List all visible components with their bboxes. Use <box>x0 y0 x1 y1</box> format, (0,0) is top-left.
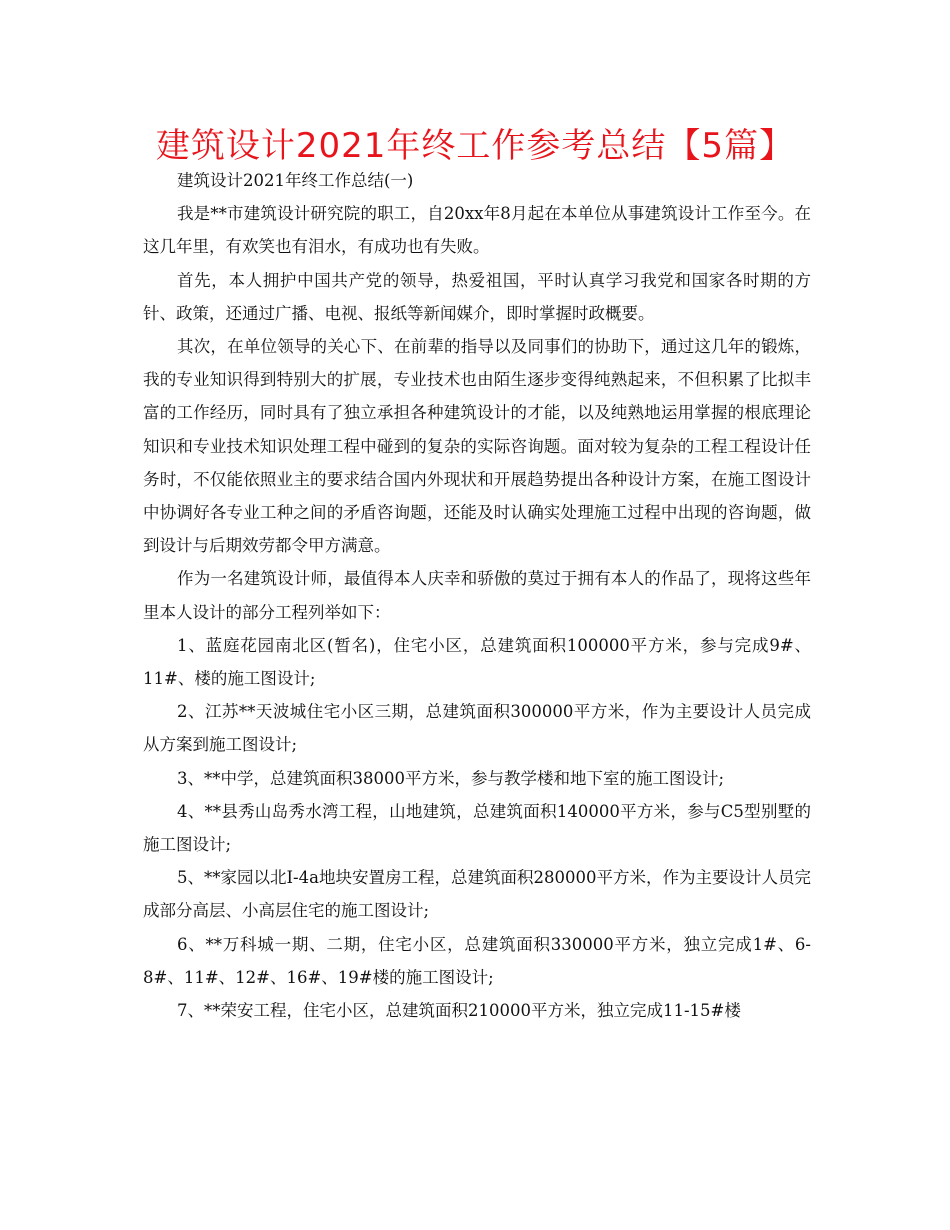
document-body <box>143 164 811 1027</box>
paragraph-professional: 其次，在单位领导的关心下、在前辈的指导以及同事们的协助下，通过这几年的锻炼，我的专业知识得到特别大的扩展，专业技术也由陌生逐步变得纯熟起来，不但积累了比拟丰富的工作经历，同时具有了独立承担各种建筑设计的才能，以及纯熟地运用掌握的根底理论知识和专业技术知识处理工程中碰到的复杂的实际咨询题。面对较为复杂的工程工程设计任务时，不仅能依照业主的要求结合国内外现状和开展趋势提出各种设计方案，在施工图设计中协调好各专业工种之间的矛盾咨询题，还能及时认确实处理施工过程中出现的咨询题，做到设计与后期效劳都令甲方满意。 <box>143 337 811 556</box>
project-item-6: 6、**万科城一期、二期，住宅小区，总建筑面积330000平方米，独立完成1#、6-8#、11#、12#、16#、19#楼的施工图设计; <box>143 934 811 987</box>
paragraph-intro: 我是**市建筑设计研究院的职工，自20xx年8月起在本单位从事建筑设计工作至今。在这几年里，有欢笑也有泪水，有成功也有失败。 <box>143 204 811 257</box>
project-item-2: 2、江苏**天波城住宅小区三期，总建筑面积300000平方米，作为主要设计人员完成从方案到施工图设计; <box>143 702 811 755</box>
project-item-1: 1、蓝庭花园南北区(暂名)，住宅小区，总建筑面积100000平方米，参与完成9#、11#、楼的施工图设计; <box>143 635 811 689</box>
section-subtitle: 建筑设计2021年终工作总结(一) <box>177 171 414 190</box>
project-item-5: 5、**家园以北I-4a地块安置房工程，总建筑面积280000平方米，作为主要设计人员完成部分高层、小高层住宅的施工图设计; <box>143 868 811 921</box>
project-item-4: 4、**县秀山岛秀水湾工程，山地建筑，总建筑面积140000平方米，参与C5型别墅的施工图设计; <box>143 801 811 855</box>
document-title: 建筑设计2021年终工作参考总结【5篇】 <box>155 126 795 166</box>
paragraph-political: 首先，本人拥护中国共产党的领导，热爱祖国，平时认真学习我党和国家各时期的方针、政策，还通过广播、电视、报纸等新闻媒介，即时掌握时政概要。 <box>143 270 811 323</box>
project-item-3: 3、**中学，总建筑面积38000平方米，参与教学楼和地下室的施工图设计; <box>177 768 725 788</box>
project-item-7: 7、**荣安工程，住宅小区，总建筑面积210000平方米，独立完成11-15#楼 <box>177 1001 741 1021</box>
paragraph-projects-intro: 作为一名建筑设计师，最值得本人庆幸和骄傲的莫过于拥有本人的作品了，现将这些年里本人设计的部分工程列举如下： <box>143 569 811 622</box>
